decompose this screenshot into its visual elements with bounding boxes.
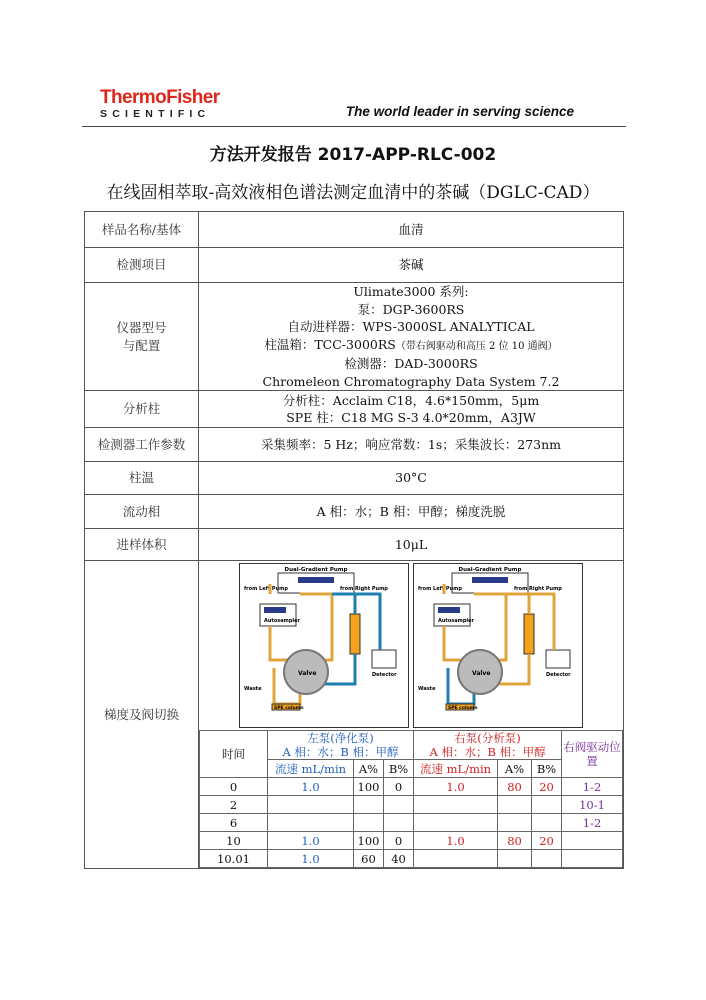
logo-subtitle: SCIENTIFIC [100, 108, 211, 120]
left-flow-cell: 1.0 [268, 832, 354, 850]
temp-value: 30°C [199, 462, 624, 495]
instrument-series: Ulimate3000 系列: [353, 284, 469, 299]
sample-value: 血清 [199, 212, 624, 248]
tagline: The world leader in serving science [345, 104, 574, 119]
left-b-cell: 40 [384, 850, 414, 868]
valve-position-cell: 10-1 [562, 796, 623, 814]
right-b-cell [532, 850, 562, 868]
volume-value: 10μL [199, 529, 624, 561]
svg-text:from Left Pump: from Left Pump [418, 586, 462, 592]
instrument-pump: 泵：DGP-3600RS [357, 301, 465, 317]
left-b-cell [384, 796, 414, 814]
right-a-cell [498, 850, 532, 868]
left-flow-cell: 1.0 [268, 850, 354, 868]
detector-label: 检测器工作参数 [85, 428, 199, 462]
table-row [85, 561, 624, 869]
instrument-detector: 检测器：DAD-3000RS [344, 356, 478, 371]
svg-text:SPE column: SPE column [448, 706, 478, 711]
instrument-label-line2: 与配置 [122, 337, 161, 353]
mobile-value: A 相：水；B 相：甲醇；梯度洗脱 [199, 495, 624, 529]
right-pump-header: 右泵(分析泵) A 相：水；B 相：甲醇 [414, 731, 562, 760]
table-row [85, 529, 624, 561]
right-flow-cell [414, 850, 498, 868]
column-value [199, 391, 624, 428]
left-a-cell [354, 796, 384, 814]
gradient-row [200, 850, 623, 868]
left-a-header: A% [354, 760, 384, 778]
item-label: 检测项目 [85, 248, 199, 283]
sample-label: 样品名称/基体 [85, 212, 199, 248]
svg-text:Detector: Detector [546, 672, 571, 678]
right-flow-cell [414, 796, 498, 814]
gradient-row [200, 778, 623, 796]
instrument-label-line1: 仪器型号 [116, 320, 167, 335]
svg-text:Dual-Gradient Pump: Dual-Gradient Pump [284, 567, 348, 573]
right-flow-cell: 1.0 [414, 778, 498, 796]
svg-text:from Right Pump: from Right Pump [340, 586, 388, 592]
column-label: 分析柱 [85, 391, 199, 428]
left-b-cell: 0 [384, 778, 414, 796]
svg-text:Waste: Waste [418, 686, 436, 692]
flow-diagram [240, 564, 408, 727]
table-row [85, 428, 624, 462]
left-a-cell: 100 [354, 778, 384, 796]
left-a-cell: 60 [354, 850, 384, 868]
svg-text:Dual-Gradient Pump: Dual-Gradient Pump [458, 567, 522, 573]
right-a-header: A% [498, 760, 532, 778]
left-flow-cell: 1.0 [268, 778, 354, 796]
gradient-row [200, 796, 623, 814]
left-flow-header: 流速 mL/min [268, 760, 354, 778]
instrument-autosampler: 自动进样器：WPS-3000SL ANALYTICAL [287, 319, 535, 334]
svg-text:Valve: Valve [472, 670, 491, 677]
left-pump-header: 左泵(净化泵) A 相：水；B 相：甲醇 [268, 731, 414, 760]
gradient-body [200, 778, 623, 868]
left-b-header: B% [384, 760, 414, 778]
svg-text:from Right Pump: from Right Pump [514, 586, 562, 592]
table-row [85, 283, 624, 391]
right-b-cell [532, 814, 562, 832]
svg-text:Valve: Valve [298, 670, 317, 677]
logo-wordmark: ThermoFisher [100, 87, 220, 108]
svg-text:Autosampler: Autosampler [438, 618, 474, 624]
table-row [85, 495, 624, 529]
item-value: 茶碱 [199, 248, 624, 283]
left-b-cell [384, 814, 414, 832]
gradient-cell [199, 561, 624, 869]
gradient-label: 梯度及阀切换 [85, 561, 199, 869]
valve-diagrams [199, 561, 623, 730]
time-cell: 10.01 [200, 850, 268, 868]
right-b-cell: 20 [532, 832, 562, 850]
right-a-cell: 80 [498, 778, 532, 796]
left-flow-cell [268, 814, 354, 832]
svg-text:SPE column: SPE column [274, 706, 304, 711]
temp-label: 柱温 [85, 462, 199, 495]
right-a-cell [498, 796, 532, 814]
svg-text:from Left Pump: from Left Pump [244, 586, 288, 592]
right-b-header: B% [532, 760, 562, 778]
valve-diagram-right [413, 563, 583, 728]
valve-header: 右阀驱动位置 [562, 731, 623, 778]
right-flow-header: 流速 mL/min [414, 760, 498, 778]
left-a-cell [354, 814, 384, 832]
right-flow-cell: 1.0 [414, 832, 498, 850]
instrument-config [199, 283, 624, 391]
mobile-label: 流动相 [85, 495, 199, 529]
gradient-table [199, 730, 623, 868]
valve-position-cell [562, 832, 623, 850]
gradient-row [200, 832, 623, 850]
time-header: 时间 [200, 731, 268, 778]
thermofisher-logo [100, 88, 220, 121]
instrument-software: Chromeleon Chromatography Data System 7.2 [262, 373, 560, 389]
right-a-cell: 80 [498, 832, 532, 850]
volume-label: 进样体积 [85, 529, 199, 561]
valve-position-cell: 1-2 [562, 778, 623, 796]
table-row [85, 462, 624, 495]
time-cell: 10 [200, 832, 268, 850]
gradient-row [200, 814, 623, 832]
right-flow-cell [414, 814, 498, 832]
valve-position-cell: 1-2 [562, 814, 623, 832]
svg-text:Autosampler: Autosampler [264, 618, 300, 624]
report-title: 方法开发报告 2017-APP-RLC-002 [209, 145, 497, 165]
svg-text:Detector: Detector [372, 672, 397, 678]
analytical-column: 分析柱：Acclaim C18，4.6*150mm，5μm [282, 392, 540, 408]
gradient-header-row [200, 731, 623, 760]
instrument-label [85, 283, 199, 391]
left-b-cell: 0 [384, 832, 414, 850]
spe-column: SPE 柱：C18 MG S-3 4.0*20mm，A3JW [286, 410, 536, 425]
report-subtitle: 在线固相萃取-高效液相色谱法测定血清中的茶碱（DGLC-CAD） [106, 183, 600, 203]
header-divider [82, 126, 626, 127]
instrument-oven: 柱温箱：TCC-3000RS（带右阀驱动和高压 2 位 10 通阀） [264, 336, 558, 352]
table-row [85, 391, 624, 428]
left-flow-cell [268, 796, 354, 814]
svg-text:Waste: Waste [244, 686, 262, 692]
table-row [85, 248, 624, 283]
table-row [85, 212, 624, 248]
right-a-cell [498, 814, 532, 832]
method-table [84, 211, 624, 869]
detector-value: 采集频率：5 Hz；响应常数：1s；采集波长：273nm [199, 428, 624, 462]
left-a-cell: 100 [354, 832, 384, 850]
time-cell: 6 [200, 814, 268, 832]
time-cell: 0 [200, 778, 268, 796]
time-cell: 2 [200, 796, 268, 814]
right-b-cell [532, 796, 562, 814]
flow-diagram [414, 564, 582, 727]
valve-diagram-left [239, 563, 409, 728]
valve-position-cell [562, 850, 623, 868]
right-b-cell: 20 [532, 778, 562, 796]
